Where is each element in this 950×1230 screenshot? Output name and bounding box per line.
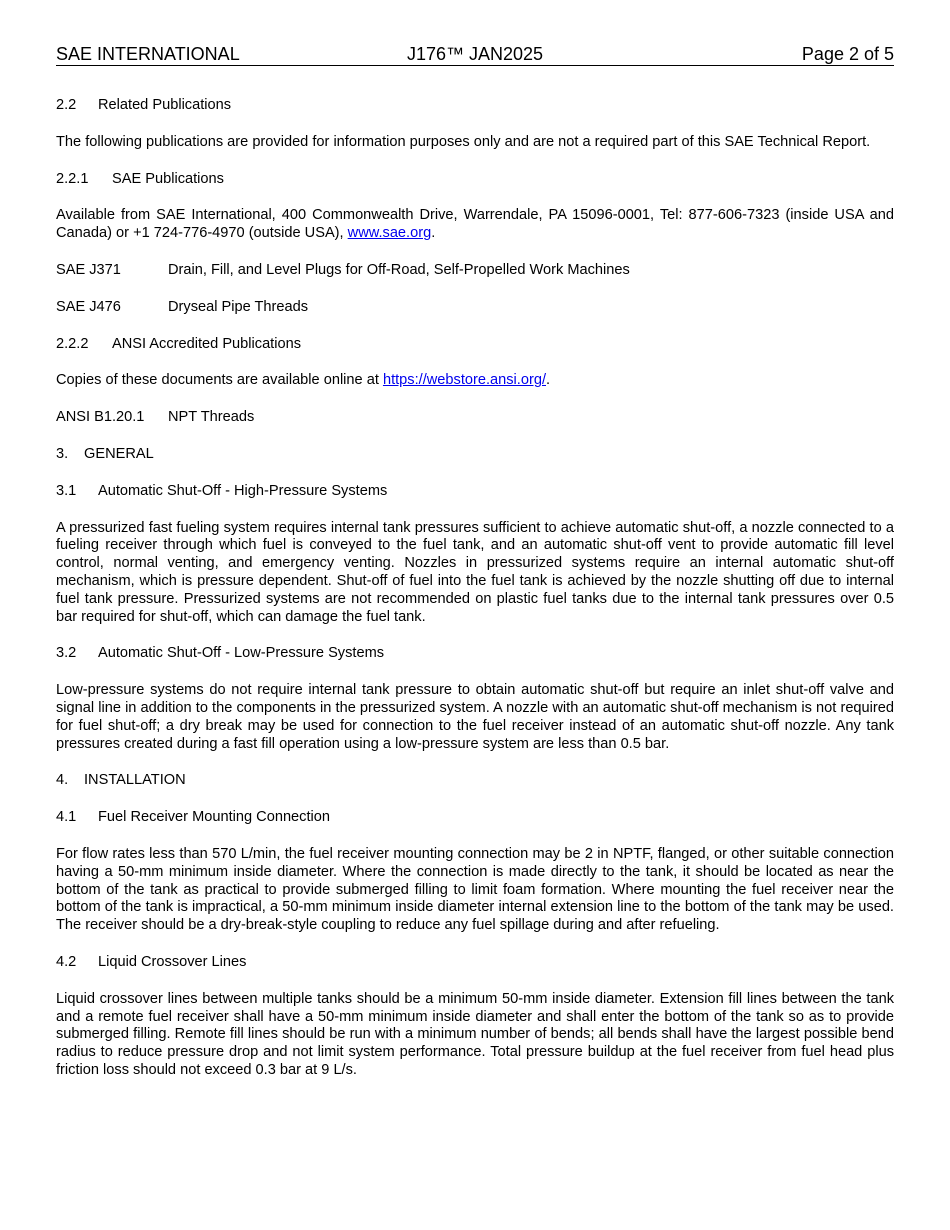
paragraph-text: Available from SAE International, 400 Commonwealth Drive, Warrendale, PA 15096-0001, Tel: 877-606-7323 (inside USA and Canada) or +1 724-776-4970 (outside USA),	[56, 207, 894, 242]
reference-title: Dryseal Pipe Threads	[168, 298, 309, 315]
section-number: 3.1	[56, 482, 77, 499]
section-number: 2.2	[56, 97, 77, 113]
header-org: SAE INTERNATIONAL	[56, 44, 240, 64]
section-title: Automatic Shut-Off - Low-Pressure Systems	[98, 645, 385, 662]
section-heading-2-2-1	[56, 171, 894, 189]
section-title: Fuel Receiver Mounting Connection	[98, 809, 331, 826]
section-number: 2.2.2	[56, 335, 89, 352]
section-number: 3.	[56, 445, 69, 462]
paragraph-3-2: Low-pressure systems do not require internal tank pressure to obtain automatic shut-off but require an inlet shut-off valve and signal line in addition to the components in the pressurized system. A nozzle with an automatic shut-off mechanism is not required for fuel shut-off; a dry break may be used for connection to the fuel receiver instead of an automatic shut-off nozzle. Any tank pressures created during a fast fill operation using a low-pressure system are less than 0.5 bar.	[56, 682, 894, 752]
section-title: ANSI Accredited Publications	[112, 335, 302, 352]
section-number: 4.1	[56, 809, 77, 826]
section-heading-4-1	[56, 809, 894, 827]
section-title: Liquid Crossover Lines	[98, 953, 247, 970]
paragraph-text-end: .	[431, 225, 436, 242]
section-title: SAE Publications	[112, 170, 224, 187]
paragraph-2-2-2	[56, 372, 894, 390]
ansi-webstore-link[interactable]: https://webstore.ansi.org/	[382, 372, 546, 389]
reference-title: NPT Threads	[168, 409, 255, 426]
section-title: Automatic Shut-Off - High-Pressure Systems	[98, 482, 388, 499]
paragraph-4-2: Liquid crossover lines between multiple tanks should be a minimum 50-mm inside diameter. Extension fill lines between the tank and a remote fuel receiver shall have a 50-mm minimum inside diameter and shall enter the bottom of the tank so as to provide submerged filling. Remote fill lines should be run with a minimum number of bends; all bends shall have the largest possible bend radius to reduce pressure drop and not limit system performance. Total pressure buildup at the fuel receiver from fuel head plus friction loss should not exceed 0.3 bar at 9 L/s.	[56, 990, 894, 1078]
section-title: Related Publications	[98, 97, 232, 113]
reference-entry	[56, 299, 894, 317]
paragraph-4-1: For flow rates less than 570 L/min, the fuel receiver mounting connection may be 2 in NPTF, flanged, or other suitable connection having a 50-mm minimum inside diameter. Where the connection is made directly to the tank, it should be located as near the bottom of the tank as practical to provide submerged filling to limit foam formation. Where mounting the fuel receiver near the bottom of the tank is impractical, a 50-mm minimum inside diameter internal extension line to the bottom of the tank may be used. The receiver should be a dry-break-style coupling to reduce any fuel spillage during and after refueling.	[56, 845, 894, 934]
page-header	[56, 44, 894, 66]
header-doc-id: J176™ JAN2025	[406, 44, 544, 64]
reference-code: ANSI B1.20.1	[56, 409, 145, 426]
section-heading-2-2-2	[56, 336, 894, 354]
reference-code: SAE J371	[56, 261, 121, 278]
reference-entry	[56, 262, 894, 280]
section-heading-3-2	[56, 645, 894, 663]
section-heading-3	[56, 446, 894, 464]
section-number: 4.2	[56, 953, 77, 970]
paragraph-text-end: .	[546, 372, 551, 389]
paragraph-2-2-1	[56, 207, 894, 243]
paragraph-3-1: A pressurized fast fueling system requires internal tank pressures sufficient to achieve automatic shut-off, a nozzle connected to a fueling receiver through which fuel is conveyed to the fuel tank, and an automatic shut-off vent to provide automatic fill level control, normal venting, and emergency venting. Nozzles in pressurized systems require an internal automatic shut-off mechanism, which is pressure dependent. Shut-off of fuel into the fuel tank is achieved by the nozzle shutting off due to internal fuel tank pressure. Pressurized systems are not recommended on plastic fuel tanks due to the internal tank pressures over 0.5 bar required for shut-off, which can damage the fuel tank.	[56, 519, 894, 625]
section-title: GENERAL	[84, 445, 154, 462]
reference-title: Drain, Fill, and Level Plugs for Off-Road, Self-Propelled Work Machines	[168, 261, 630, 278]
sae-website-link[interactable]: www.sae.org	[347, 225, 432, 242]
header-page-number: Page 2 of 5	[801, 44, 894, 64]
reference-entry	[56, 409, 894, 427]
section-title: INSTALLATION	[84, 772, 186, 789]
section-number: 3.2	[56, 645, 77, 662]
reference-code: SAE J476	[56, 298, 121, 315]
section-heading-4	[56, 772, 894, 790]
section-heading-3-1	[56, 483, 894, 501]
section-number: 4.	[56, 772, 69, 789]
section-number: 2.2.1	[56, 170, 89, 187]
document-body	[56, 97, 894, 1099]
paragraph-2-2: The following publications are provided for information purposes only and are not a required part of this SAE Technical Report.	[56, 133, 871, 150]
section-heading-2-2	[56, 97, 894, 115]
section-heading-4-2	[56, 954, 894, 972]
paragraph-text: Copies of these documents are available online at	[56, 372, 383, 389]
